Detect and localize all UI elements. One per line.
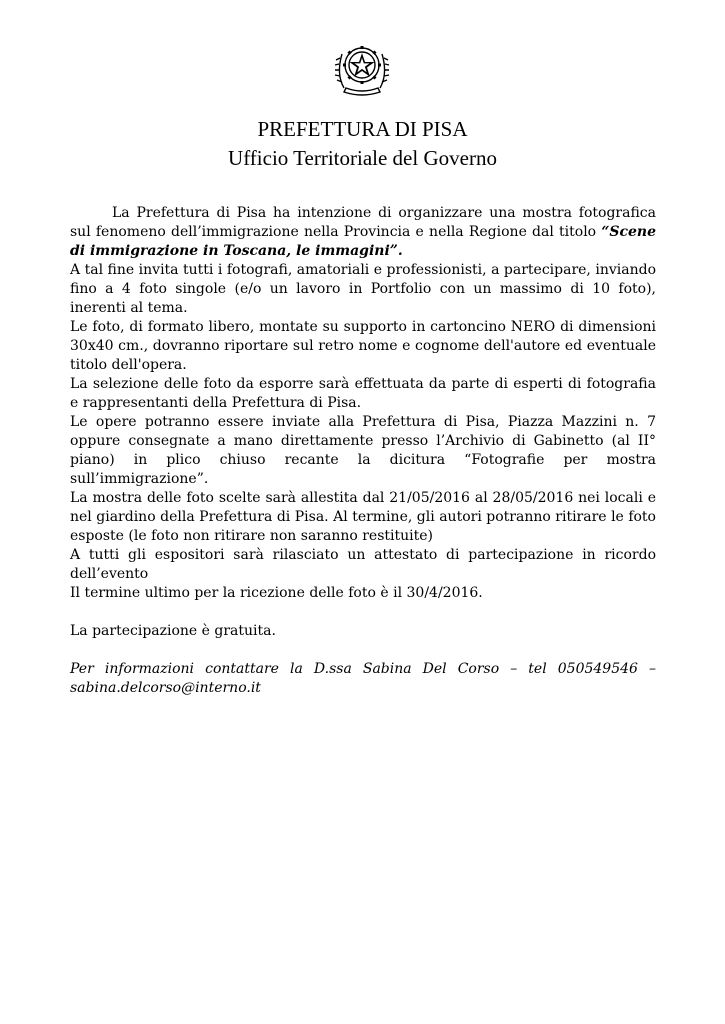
- document-body: [70, 204, 656, 698]
- italian-republic-emblem-icon: [334, 38, 390, 98]
- paragraph-deadline: Il termine ultimo per la ricezione delle foto è il 30/4/2016.: [70, 585, 483, 601]
- paragraph-invitation: A tal fine invita tutti i fotografi, amatoriali e professionisti, a partecipare, inviando fino a 4 foto singole (e/o un lavoro in Portfolio con un massimo di 10 foto), inerenti al tema.: [70, 262, 656, 316]
- paragraph-free: La partecipazione è gratuita.: [70, 623, 276, 639]
- paragraph-exhibition-dates: La mostra delle foto scelte sarà allestita dal 21/05/2016 al 28/05/2016 nei locali e nel giardino della Prefettura di Pisa. Al termine, gli autori potranno ritirare le foto esposte (le foto non ritirare non saranno restituite): [70, 490, 656, 544]
- spacer: [70, 603, 656, 622]
- paragraph-contact: Per informazioni contattare la D.ssa Sabina Del Corso – tel 050549546 – sabina.delcorso@interno.it: [70, 661, 656, 696]
- paragraph-certificate: A tutti gli espositori sarà rilasciato un attestato di partecipazione in ricordo dell’evento: [70, 547, 656, 582]
- exhibition-title: “Scene di immigrazione in Toscana, le immagini”.: [70, 224, 656, 259]
- page-subtitle: Ufficio Territoriale del Governo: [228, 146, 497, 170]
- paragraph-submission: Le opere potranno essere inviate alla Prefettura di Pisa, Piazza Mazzini n. 7 oppure consegnate a mano direttamente presso l’Archivio di Gabinetto (al II° piano) in plico chiuso recante la dicitura “Fotografie per mostra sull’immigrazione”.: [70, 414, 656, 487]
- paragraph-format: Le foto, di formato libero, montate su supporto in cartoncino NERO di dimensioni 30x40 cm., dovranno riportare sul retro nome e cognome dell'autore ed eventuale titolo dell'opera.: [70, 319, 656, 373]
- paragraph-selection: La selezione delle foto da esporre sarà effettuata da parte di esperti di fotografia e rappresentanti della Prefettura di Pisa.: [70, 376, 656, 411]
- intro-text: La Prefettura di Pisa ha intenzione di organizzare una mostra fotografica sul fenomeno dell’immigrazione nella Provincia e nella Regione dal titolo: [70, 205, 656, 240]
- paragraph-intro: [70, 204, 656, 261]
- page-title: PREFETTURA DI PISA: [257, 117, 468, 141]
- spacer: [70, 641, 656, 660]
